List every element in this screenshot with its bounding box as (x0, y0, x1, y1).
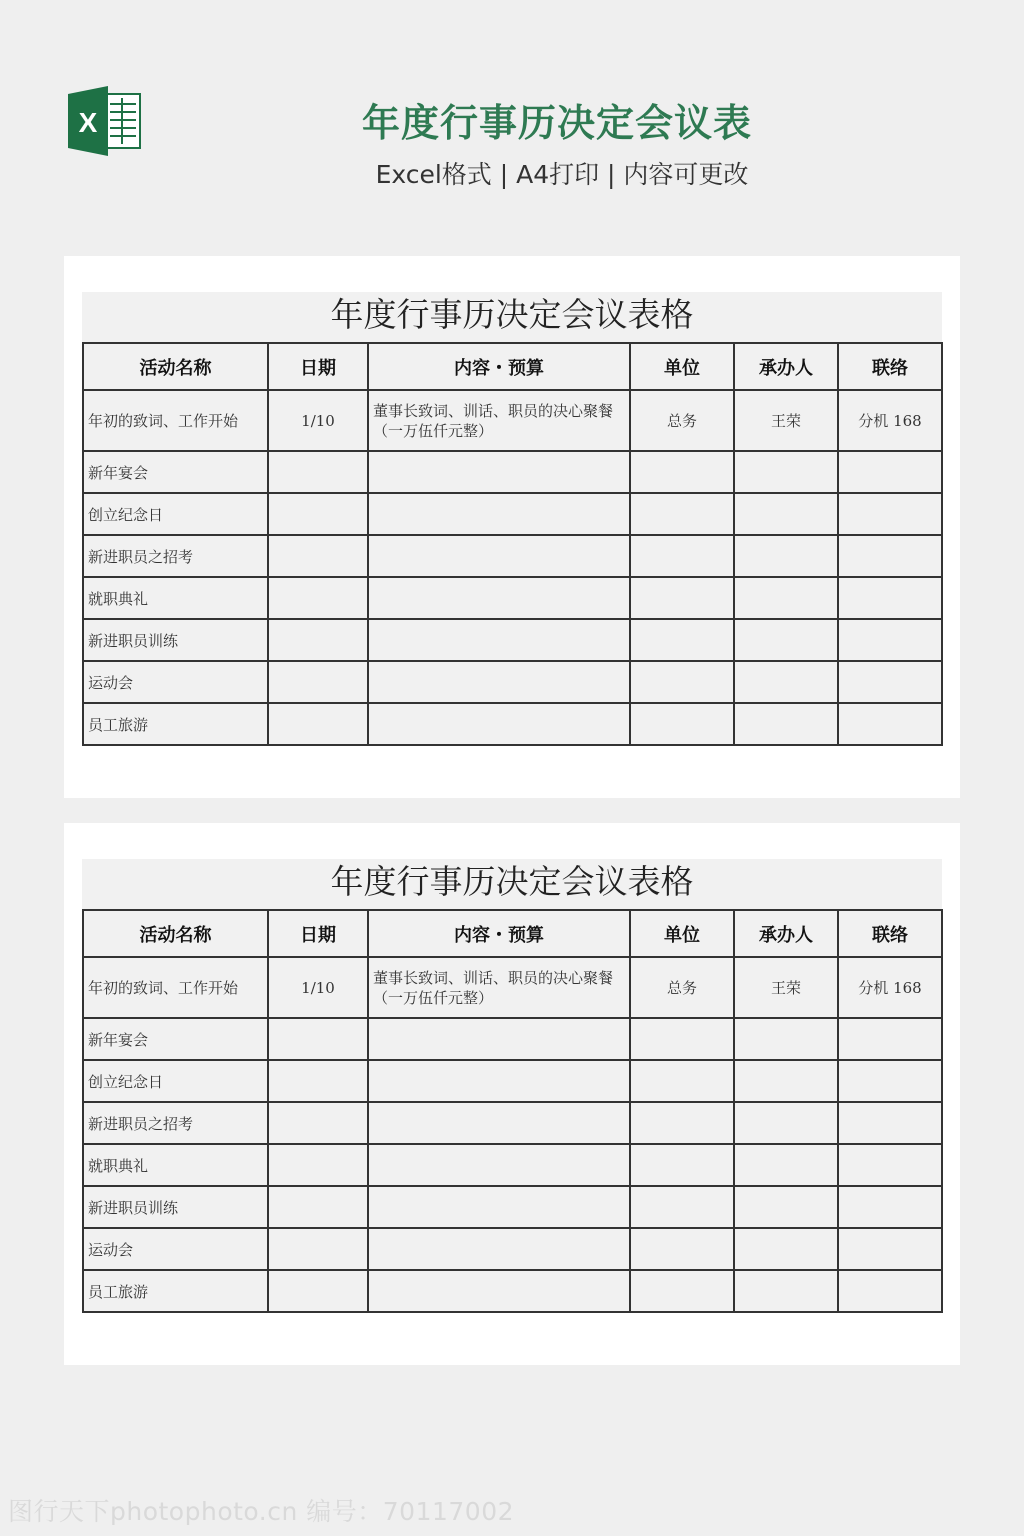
date-cell (268, 577, 368, 619)
activity-name-cell: 新年宴会 (83, 451, 268, 493)
content-cell (368, 1186, 630, 1228)
date-cell (268, 1186, 368, 1228)
content-cell (368, 493, 630, 535)
table-row (83, 957, 942, 1018)
table-row (83, 1228, 942, 1270)
activity-name-cell: 运动会 (83, 661, 268, 703)
content-cell: 董事长致词、训话、职员的决心聚餐（一万伍仟元整） (368, 390, 630, 451)
unit-cell: 总务 (630, 957, 734, 1018)
contact-cell (838, 1144, 942, 1186)
content-cell (368, 1228, 630, 1270)
unit-cell (630, 1144, 734, 1186)
host-cell (734, 1060, 838, 1102)
date-cell: 1/10 (268, 957, 368, 1018)
date-cell (268, 1018, 368, 1060)
unit-cell (630, 1228, 734, 1270)
content-cell (368, 703, 630, 745)
content-cell (368, 1270, 630, 1312)
date-cell (268, 451, 368, 493)
table-row (83, 390, 942, 451)
unit-cell: 总务 (630, 390, 734, 451)
logo-letter: X (78, 107, 98, 138)
unit-cell (630, 1270, 734, 1312)
contact-cell (838, 1102, 942, 1144)
table-row (83, 1186, 942, 1228)
unit-cell (630, 661, 734, 703)
table-header-row (83, 343, 942, 390)
host-cell (734, 1144, 838, 1186)
table-row (83, 451, 942, 493)
unit-cell (630, 619, 734, 661)
host-cell: 王荣 (734, 390, 838, 451)
host-cell (734, 703, 838, 745)
content-cell (368, 1018, 630, 1060)
contact-cell (838, 451, 942, 493)
column-header: 内容・预算 (368, 910, 630, 957)
table-row (83, 703, 942, 745)
contact-cell (838, 661, 942, 703)
unit-cell (630, 1060, 734, 1102)
watermark: 图行天下photophoto.cn 编号：70117002 (8, 1497, 515, 1526)
contact-cell (838, 535, 942, 577)
host-cell (734, 451, 838, 493)
contact-cell: 分机 168 (838, 957, 942, 1018)
content-cell (368, 1060, 630, 1102)
host-cell (734, 1018, 838, 1060)
table-row (83, 1270, 942, 1312)
host-cell (734, 493, 838, 535)
sheet-title: 年度行事历决定会议表格 (330, 862, 694, 901)
table-header-row (83, 910, 942, 957)
activity-name-cell: 新年宴会 (83, 1018, 268, 1060)
sheet-title-band (82, 859, 942, 909)
content-cell (368, 577, 630, 619)
sheet-preview-1 (64, 256, 960, 798)
table-row (83, 535, 942, 577)
host-cell (734, 1102, 838, 1144)
date-cell (268, 535, 368, 577)
unit-cell (630, 577, 734, 619)
content-cell (368, 535, 630, 577)
table-row (83, 1144, 942, 1186)
date-cell: 1/10 (268, 390, 368, 451)
host-cell (734, 1270, 838, 1312)
content-cell: 董事长致词、训话、职员的决心聚餐（一万伍仟元整） (368, 957, 630, 1018)
sheet-preview-2 (64, 823, 960, 1365)
column-header: 内容・预算 (368, 343, 630, 390)
column-header: 承办人 (734, 910, 838, 957)
contact-cell (838, 1186, 942, 1228)
activity-name-cell: 创立纪念日 (83, 493, 268, 535)
column-header: 单位 (630, 343, 734, 390)
contact-cell (838, 1228, 942, 1270)
date-cell (268, 1102, 368, 1144)
unit-cell (630, 535, 734, 577)
activity-name-cell: 新进职员训练 (83, 1186, 268, 1228)
contact-cell (838, 577, 942, 619)
activity-name-cell: 年初的致词、工作开始 (83, 390, 268, 451)
activity-name-cell: 运动会 (83, 1228, 268, 1270)
content-cell (368, 1102, 630, 1144)
date-cell (268, 703, 368, 745)
date-cell (268, 1228, 368, 1270)
content-cell (368, 661, 630, 703)
unit-cell (630, 703, 734, 745)
table-row (83, 619, 942, 661)
column-header: 日期 (268, 910, 368, 957)
column-header: 活动名称 (83, 343, 268, 390)
contact-cell (838, 1018, 942, 1060)
contact-cell (838, 493, 942, 535)
table-row (83, 1060, 942, 1102)
host-cell (734, 661, 838, 703)
column-header: 联络 (838, 343, 942, 390)
column-header: 联络 (838, 910, 942, 957)
date-cell (268, 1060, 368, 1102)
excel-logo-icon (68, 86, 142, 156)
table-row (83, 1018, 942, 1060)
contact-cell (838, 1060, 942, 1102)
contact-cell: 分机 168 (838, 390, 942, 451)
schedule-table (82, 342, 943, 746)
host-cell (734, 1186, 838, 1228)
unit-cell (630, 493, 734, 535)
sheet-title: 年度行事历决定会议表格 (330, 295, 694, 334)
host-cell: 王荣 (734, 957, 838, 1018)
unit-cell (630, 1186, 734, 1228)
date-cell (268, 493, 368, 535)
host-cell (734, 577, 838, 619)
activity-name-cell: 新进职员之招考 (83, 535, 268, 577)
activity-name-cell: 就职典礼 (83, 1144, 268, 1186)
activity-name-cell: 年初的致词、工作开始 (83, 957, 268, 1018)
contact-cell (838, 1270, 942, 1312)
content-cell (368, 451, 630, 493)
activity-name-cell: 就职典礼 (83, 577, 268, 619)
page-title: 年度行事历决定会议表 (361, 101, 752, 145)
column-header: 日期 (268, 343, 368, 390)
date-cell (268, 1270, 368, 1312)
date-cell (268, 1144, 368, 1186)
host-cell (734, 535, 838, 577)
column-header: 承办人 (734, 343, 838, 390)
table-row (83, 577, 942, 619)
unit-cell (630, 451, 734, 493)
activity-name-cell: 员工旅游 (83, 1270, 268, 1312)
contact-cell (838, 619, 942, 661)
table-row (83, 493, 942, 535)
column-header: 活动名称 (83, 910, 268, 957)
host-cell (734, 619, 838, 661)
content-cell (368, 1144, 630, 1186)
column-header: 单位 (630, 910, 734, 957)
contact-cell (838, 703, 942, 745)
table-row (83, 661, 942, 703)
date-cell (268, 661, 368, 703)
host-cell (734, 1228, 838, 1270)
content-cell (368, 619, 630, 661)
date-cell (268, 619, 368, 661)
unit-cell (630, 1102, 734, 1144)
activity-name-cell: 新进职员之招考 (83, 1102, 268, 1144)
schedule-table (82, 909, 943, 1313)
activity-name-cell: 新进职员训练 (83, 619, 268, 661)
page-subtitle: Excel格式 | A4打印 | 内容可更改 (375, 160, 749, 189)
unit-cell (630, 1018, 734, 1060)
activity-name-cell: 员工旅游 (83, 703, 268, 745)
table-row (83, 1102, 942, 1144)
sheet-title-band (82, 292, 942, 342)
activity-name-cell: 创立纪念日 (83, 1060, 268, 1102)
